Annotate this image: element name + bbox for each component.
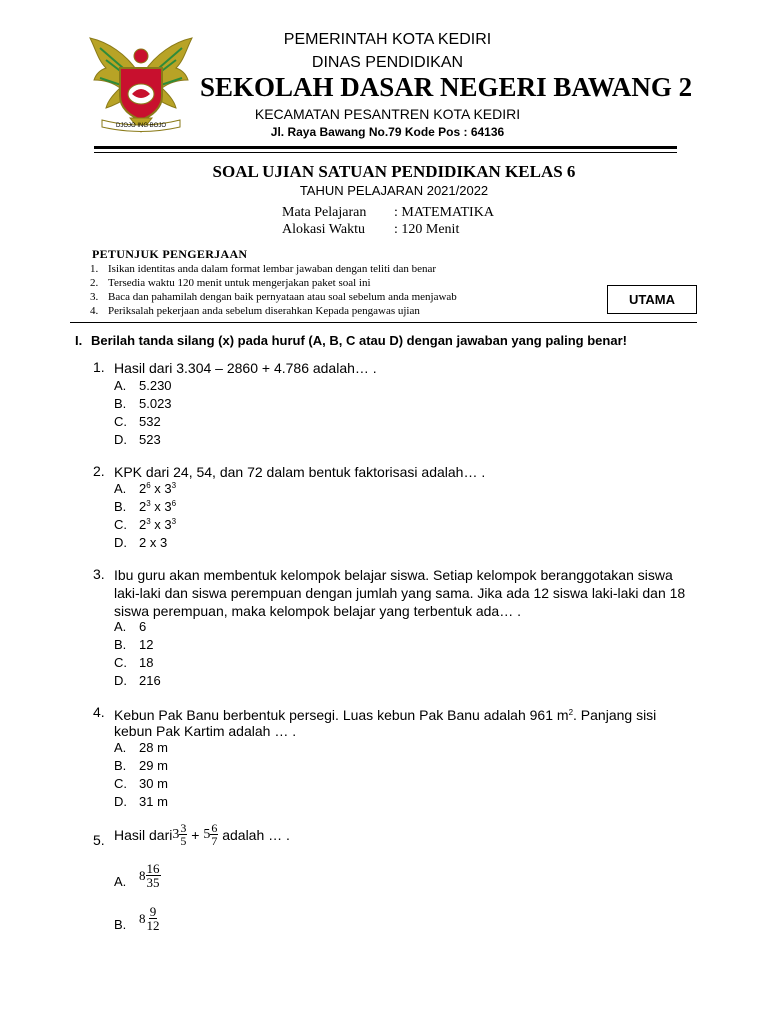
question-number: 5. xyxy=(93,832,105,848)
logo-motto: DJOJO ING BOJO xyxy=(115,123,167,129)
instruction-item xyxy=(90,277,371,289)
question-text-line: kebun Pak Kartim adalah … . xyxy=(114,723,297,739)
option-text: 28 m xyxy=(139,740,168,755)
option-text: 31 m xyxy=(139,794,168,809)
time-allocation-label: Alokasi Waktu xyxy=(282,222,365,237)
question-text-line: Kebun Pak Banu berbentuk persegi. Luas kebun Pak Banu adalah 961 $m^2$. Panjang sisi xyxy=(114,707,657,723)
option-letter[interactable]: A. xyxy=(114,378,127,393)
option-letter[interactable]: B. xyxy=(114,637,127,652)
letterhead-rule-thin xyxy=(94,152,677,153)
question-number: 3. xyxy=(93,566,105,582)
option-text: 216 xyxy=(139,673,161,688)
instruction-item xyxy=(90,305,420,317)
subject-value: : MATEMATIKA xyxy=(394,205,494,220)
question-text: KPK dari 24, 54, dan 72 dalam bentuk faktorisasi adalah… . xyxy=(114,464,486,480)
option-letter[interactable]: B. xyxy=(114,396,127,411)
section-divider xyxy=(70,322,697,323)
option-letter[interactable]: A. xyxy=(114,740,127,755)
option-letter[interactable]: B. xyxy=(114,917,127,932)
option-letter[interactable]: C. xyxy=(114,517,127,532)
instruction-number: 2. xyxy=(90,277,99,289)
option-text: 12 xyxy=(139,637,154,652)
exam-version-badge: UTAMA xyxy=(607,285,697,314)
instruction-text: Tersedia waktu 120 menit untuk mengerjakan paket soal ini xyxy=(108,277,371,289)
time-allocation-value: : 120 Menit xyxy=(394,222,460,237)
instruction-text: Baca dan pahamilah dengan baik pernyataan atau soal sebelum anda menjawab xyxy=(108,291,457,303)
option-text: $2^6$ x $3^3$ xyxy=(139,481,177,496)
option-letter[interactable]: C. xyxy=(114,414,127,429)
option-text: 8 $\frac{9}{12}$ xyxy=(139,904,160,933)
question-text-line: Ibu guru akan membentuk kelompok belajar siswa. Setiap kelompok beranggotakan siswa xyxy=(114,567,673,583)
option-text: 5.023 xyxy=(139,396,172,411)
option-text: 30 m xyxy=(139,776,168,791)
option-letter[interactable]: C. xyxy=(114,655,127,670)
option-text: 2 x 3 xyxy=(139,535,168,550)
school-emblem-logo xyxy=(86,34,196,134)
option-text: 6 xyxy=(139,619,147,634)
option-text: $2^3$ x $3^6$ xyxy=(139,499,177,514)
option-letter[interactable]: A. xyxy=(114,481,127,496)
option-text: $2^3$ x $3^3$ xyxy=(139,517,177,532)
option-text: 5.230 xyxy=(139,378,172,393)
option-text: 8 $\frac{16}{35}$ xyxy=(139,861,160,890)
option-letter[interactable]: C. xyxy=(114,776,127,791)
district-name: KECAMATAN PESANTREN KOTA KEDIRI xyxy=(254,106,521,122)
option-letter[interactable]: A. xyxy=(114,874,127,889)
question-text: Hasil dari 3.304 – 2860 + 4.786 adalah… . xyxy=(114,360,377,376)
question-number: 2. xyxy=(93,463,105,479)
section-number: I. xyxy=(75,333,83,348)
instruction-number: 1. xyxy=(90,263,99,275)
instruction-number: 3. xyxy=(90,291,99,303)
option-text: 523 xyxy=(139,432,161,447)
option-letter[interactable]: B. xyxy=(114,499,127,514)
option-text: 18 xyxy=(139,655,154,670)
option-letter[interactable]: D. xyxy=(114,794,127,809)
instruction-number: 4. xyxy=(90,305,99,317)
instruction-item xyxy=(90,291,457,303)
section-instruction: Berilah tanda silang (x) pada huruf (A, B, C atau D) dengan jawaban yang paling benar! xyxy=(91,333,627,348)
option-letter[interactable]: D. xyxy=(114,535,127,550)
department-name: DINAS PENDIDIKAN xyxy=(311,54,464,71)
instructions-heading: PETUNJUK PENGERJAAN xyxy=(92,247,248,261)
exam-title: SOAL UJIAN SATUAN PENDIDIKAN KELAS 6 xyxy=(212,162,576,181)
option-letter[interactable]: D. xyxy=(114,432,127,447)
option-letter[interactable]: A. xyxy=(114,619,127,634)
government-name: PEMERINTAH KOTA KEDIRI xyxy=(283,31,492,48)
question-number: 1. xyxy=(93,359,105,375)
question-text-line: siswa perempuan, maka kelompok belajar yang terbentuk ada… . xyxy=(114,603,521,619)
question-text: Hasil dari 3 $\frac{3}{5}$ + 5 $\frac{6}{7}$ adalah … . xyxy=(114,821,290,848)
letterhead-rule-thick xyxy=(94,146,677,149)
option-text: 29 m xyxy=(139,758,168,773)
instruction-item xyxy=(90,263,436,275)
school-year: TAHUN PELAJARAN 2021/2022 xyxy=(299,183,489,198)
option-letter[interactable]: D. xyxy=(114,673,127,688)
school-address: Jl. Raya Bawang No.79 Kode Pos : 64136 xyxy=(270,125,505,139)
question-text-line: laki-laki dan siswa perempuan dengan jumlah yang sama. Jika ada 12 siswa laki-laki dan 18 xyxy=(114,585,686,601)
option-text: 532 xyxy=(139,414,161,429)
question-number: 4. xyxy=(93,704,105,720)
subject-label: Mata Pelajaran xyxy=(282,205,367,220)
option-letter[interactable]: B. xyxy=(114,758,127,773)
instruction-text: Isikan identitas anda dalam format lembar jawaban dengan teliti dan benar xyxy=(108,263,437,275)
instruction-text: Periksalah pekerjaan anda sebelum diserahkan Kepada pengawas ujian xyxy=(108,305,420,317)
school-name: SEKOLAH DASAR NEGERI BAWANG 2 xyxy=(200,72,693,102)
